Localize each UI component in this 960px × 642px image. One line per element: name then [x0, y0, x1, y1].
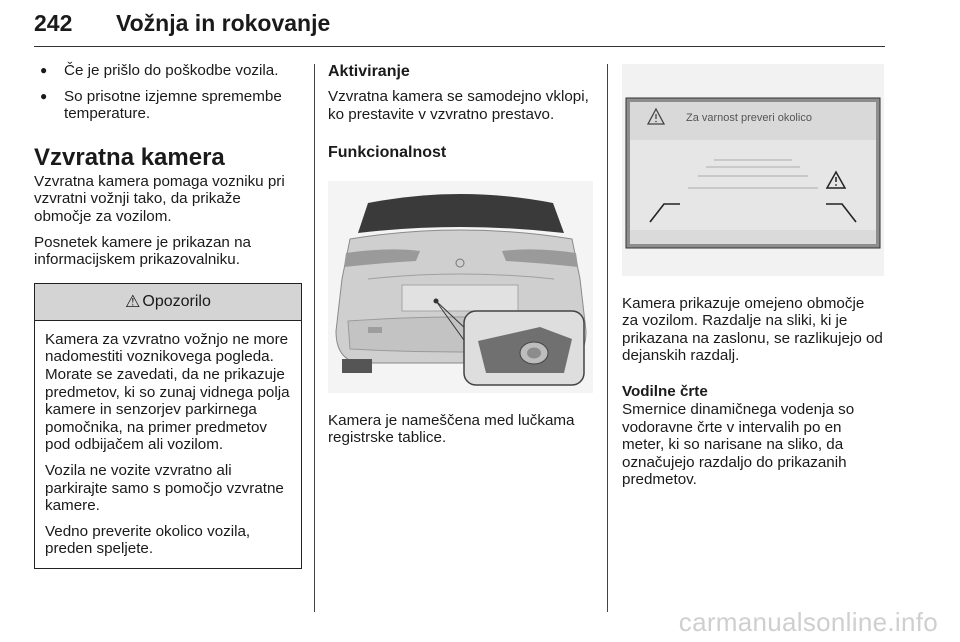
rear-camera-illustration	[328, 181, 593, 393]
paragraph: Vozila ne vozite vzvratno ali parkirajte samo s pomočjo vzvratne kamere.	[45, 461, 284, 515]
bullet-list	[34, 62, 302, 123]
heading-function: Funkcionalnost	[328, 144, 447, 162]
page-number: 242	[34, 10, 73, 36]
warning-icon: ⚠	[125, 291, 141, 311]
chapter-title: Vožnja in rokovanje	[116, 10, 331, 36]
camera-display-illustration	[622, 64, 884, 276]
image-caption: Kamera je nameščena med lučkama registrske tablice.	[328, 411, 575, 447]
warning-box	[34, 283, 302, 569]
paragraph: Kamera za vzvratno vožnjo ne more nadomestiti voznikovega pogleda. Morate se zavedati, da ne prikazuje predmetov, ki so zunaj vidnega polja kamere in senzorjev parkirnega pomočnika, na primer predmetov pod odbijačem ali vozilom.	[45, 330, 290, 454]
column-divider	[314, 64, 315, 612]
column-divider	[607, 64, 608, 612]
section-title: Vzvratna kamera	[34, 143, 225, 171]
watermark: carmanualsonline.info	[678, 607, 938, 637]
list-item: ● Če je prišlo do poškodbe vozila.	[34, 62, 302, 80]
heading-guidelines: Vodilne črte	[622, 382, 708, 400]
page-header	[34, 10, 885, 47]
paragraph: Posnetek kamere je prikazan na informacijskem prikazovalniku.	[34, 233, 251, 269]
list-item: ● So prisotne izjemne spremembe temperature.	[34, 88, 302, 123]
warning-title: Opozorilo	[142, 292, 211, 310]
column-middle	[328, 62, 593, 455]
paragraph: Smernice dinamičnega vodenja so vodoravne črte v intervalih po en meter, ki so narisane na sliko, da označujejo razdaljo do prikazanih predmetov.	[622, 400, 855, 489]
paragraph: Vzvratna kamera pomaga vozniku pri vzvratni vožnji tako, da prikaže območje za vozilom.	[34, 172, 285, 225]
heading-activation: Aktiviranje	[328, 63, 410, 80]
paragraph: Vedno preverite okolico vozila, preden speljete.	[45, 522, 251, 558]
warning-body	[35, 321, 301, 568]
screen-warning-text: Za varnost preveri okolico	[686, 112, 812, 124]
warning-header	[35, 284, 301, 321]
paragraph: Kamera prikazuje omejeno območje za vozilom. Razdalje na sliki, ki je prikazana na zaslonu, se razlikujejo od dejanskih razdalj.	[622, 294, 883, 365]
paragraph: Vzvratna kamera se samodejno vklopi, ko prestavite v vzvratno prestavo.	[328, 88, 589, 123]
column-left	[34, 62, 302, 569]
column-right	[622, 62, 884, 497]
